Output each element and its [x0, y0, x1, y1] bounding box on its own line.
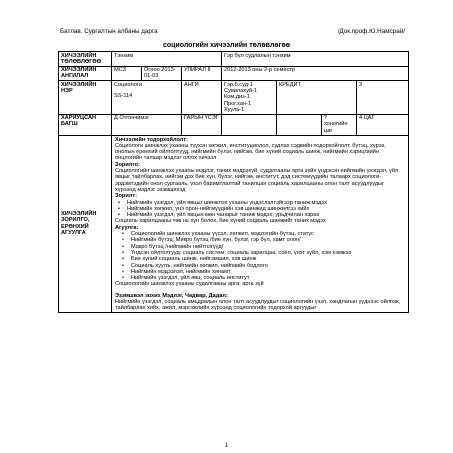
skills-text: Нийгмийн үзэгдэл, социаль амьдралын олон талт асуудлуудыг социологийн үзэл, хандлагын үүднээс ойлгож, тайлбарлан хийх, ажил, мэргэжлийн хүрээнд социологийн тодорхой аргуудыг	[115, 298, 401, 312]
skills-heading: Эзэмшвэл зохих Мэдлэг, Чадвар, Дадал:	[115, 292, 228, 299]
course-name: Социологи	[114, 81, 143, 88]
plan-label: ХИЧЭЭЛИЙН ТӨЛӨВЛӨГӨӨ	[59, 52, 112, 67]
signature-label: ГАРЫН ҮСЭГ	[182, 114, 222, 135]
course-code: SS-114	[114, 92, 133, 99]
task-item: ▪ Нийгмийн үзэгдэл, үйл явцын мөн чанарыг таниж мэдэх, урьдчилан харах	[115, 212, 405, 218]
table-row	[59, 66, 409, 81]
weekly-hours-label	[322, 114, 357, 135]
content-label: ХИЧЭЭЛИЙН ЗОРИЛГО, ЕРӨНХИЙ АГУУЛГА	[59, 135, 112, 312]
content-item: • Нийгмийн үзэгдэл, үйл явц, социаль институт	[115, 275, 405, 281]
weekly-hours-text: хоногийн цаг	[324, 121, 348, 134]
description-heading: Хичээлийн тодорхойлолт:	[115, 136, 188, 143]
date-value: Огноо 2013-01-03	[142, 66, 182, 81]
content-item: • Нийгмийн бүтэц: Микро бүтэц /бие хүн, бүлэг, гэр бүл, хамт олон/	[115, 237, 405, 243]
table-row	[59, 135, 409, 312]
teacher-name: Д.Отгончимэг	[112, 114, 182, 135]
hours-value: 4 ЦАГ	[357, 114, 409, 135]
tasks-heading: Зорилт:	[115, 193, 137, 200]
goal-text: Социологийн шинжлэх ухааны мэдлэг, таних мэдрэхүй, судалгааны арга зүйн үндэсэн нийгмийн үзэгдэл, үйл явцыг тайлбарлах, нийгэм дэх бие хүн, бүлэг, нийгэм, институт, дэд системүүдийн талаарх социологи-эрдэмтэдийн онол сургааль, үзэл баримтлалтай танилцан социаль харилцааны олон талт асуудлуудыг хүрээнд мэдлэг эзэмшихэд	[115, 168, 399, 193]
table-row	[59, 52, 409, 67]
document-title: социологийн хичээлийн төлөвлөгөө	[162, 42, 291, 49]
class-item: Хууль-1	[224, 106, 245, 113]
content-note: Социологийн шинжлэх ухааны судалгааны арга, арга зүй	[115, 281, 264, 288]
teacher-label: ХАРИУЦСАН БАГШ	[59, 114, 112, 135]
content-item: • Бие хүний социаль шинж, нийгэмшил, хэв шинж	[115, 256, 405, 262]
department-value: Гэр бүл судлалын тэнхим	[222, 52, 409, 67]
class-list	[222, 81, 277, 114]
goal-heading: Зорилго:	[115, 161, 140, 168]
course-name-cell	[112, 81, 182, 114]
signature-field	[222, 114, 277, 135]
content-cell	[112, 135, 409, 312]
syllabus-table	[58, 51, 409, 313]
tasks-note: Социаль харилцааны төв нь хүн болох, бие хүний социаль шинжийг таних мэдэх	[115, 218, 326, 225]
approver-name: /Док.проф.Ю.Намсрай/	[337, 28, 405, 35]
category-code: МСЗ	[112, 66, 142, 81]
weekly-hours-number: ?	[324, 115, 328, 122]
task-item: ▪ Нийгмийн хөгжил, үнэ орон-нийгмүүдийн хэв шинжид шинжилгээ хийх	[115, 206, 405, 212]
table-row	[59, 81, 409, 114]
class-item: Прог.хан-1	[224, 100, 252, 107]
content-item: • Социологийн шинжлэх ухааны үүсэл, хөгжил, мэдлэгийн бүтэц, статус	[115, 231, 405, 237]
term-value: 2012-2013 оны 2-р семестр	[222, 66, 409, 81]
category-label: ХИЧЭЭЛИЙН АНГИЛАЛ	[59, 66, 112, 81]
term-label: УЛИРАЛ II	[182, 66, 222, 81]
approval-line	[60, 28, 405, 35]
content-item: • Үндсэн ойлголтууд: социаль систем, социаль харилцаа, соёл, үнэт зүйл, хэм хэмжээ	[115, 250, 405, 256]
description-text: Социологи шинжлэх ухааны түүхэн хөгжил, институциолол, судлах сэдвийн тодорхойлолт, бүтэц, хүрээ, онолын ерөнхий ойлголтууд, нийгмийн бүлэг, нийгэм, бие хүний социаль шинж, нийгмийн хэрицгиийн онцлогийн талаар мэдлэг олгох хичээл	[115, 142, 386, 162]
task-item: ▪ Нийгмийн үзэгдэл, үйл явцыг шинжлэх ухааны үндэслэлтэйгээр таниж мэдэх	[115, 200, 405, 206]
table-row	[59, 114, 409, 135]
class-item: Гэр.б.суд-1	[224, 81, 253, 88]
class-item: Ком.диз-1	[224, 94, 250, 101]
approver-title: Батлав. Сургалтын албаны дарга	[60, 28, 158, 35]
type-label: Тэнхим	[112, 52, 222, 67]
content-item: • Макро бүтэц /нийгмийн нийтлэгүүд/	[115, 244, 405, 250]
credit-value: 3	[357, 81, 409, 114]
course-name-label: ХИЧЭЭЛИЙН НЭР	[59, 81, 112, 114]
class-label: АНГИ	[182, 81, 222, 114]
empty-cell	[277, 114, 322, 135]
content-item: • Социаль хуулъ, нийгмийн хөгжил, нийгмийн бодлого	[115, 263, 405, 269]
credit-label: КРЕДИТ	[277, 81, 357, 114]
page-number: 1	[224, 443, 229, 449]
content-heading: Агуулга:	[115, 224, 139, 231]
class-item: Сувилахуй-1	[224, 87, 257, 94]
content-item: • Нийгмийн мэдээлэл, нийгмийн хянамт	[115, 269, 405, 275]
